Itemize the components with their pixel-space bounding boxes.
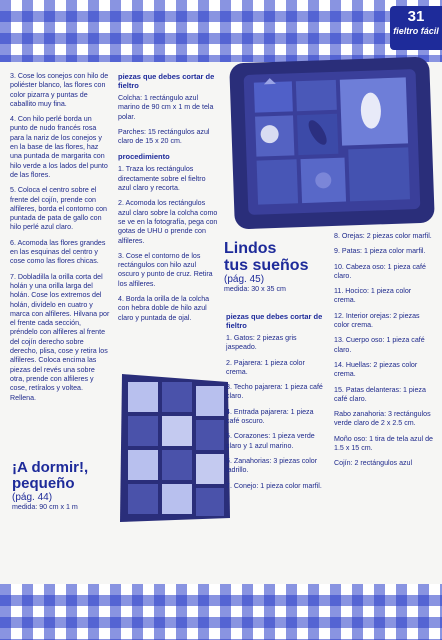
section-heading: piezas que debes cortar de fieltro [226,312,323,330]
section-heading: procedimiento [118,152,170,162]
paragraph: 4. Con hilo perlé borda un punto de nudo francés rosa para la nariz de los conejos y en la base de las flores, haz una puntada de margarita con hilo verde a los lados del punto de las flores. [10,115,108,179]
list-item: 5. Corazones: 1 pieza verde claro y 1 azul marino. [226,432,315,450]
page-badge [390,6,442,50]
list-item: 1. Gatos: 2 piezas gris jaspeado. [226,334,297,352]
list-item: 9. Patas: 1 pieza color marfil. [334,247,426,256]
measure: medida: 30 x 35 cm [224,285,286,293]
paragraph: 6. Acomoda las flores grandes en las esquinas del centro y cose como las flores chicas. [10,238,106,266]
list-item: 14. Huellas: 2 piezas color crema. [334,360,418,379]
column-1 [10,72,110,409]
list-item: 2. Pajarera: 1 pieza color crema. [226,358,305,376]
section-heading: piezas que debes cortar de fieltro [118,72,215,90]
gingham-border-bottom [0,584,442,640]
cushion-illustration [229,57,435,230]
paragraph: Colcha: 1 rectángulo azul marino de 90 cm x 1 m de tela polar. [118,94,214,121]
page-ref: (pág. 45) [224,274,265,285]
section-title: ¡A dormir!, [12,459,89,476]
measure: medida: 90 cm x 1 m [12,503,78,511]
column-3 [226,312,326,497]
paragraph: 1. Traza los rectángulos directamente sobre el fieltro azul claro y recorta. [118,165,206,193]
list-item: 11. Hocico: 1 pieza color crema. [334,287,412,305]
paragraph: 4. Borda la orilla de la colcha con hebra doble de hilo azul claro y puntada de ojal. [118,295,210,322]
paragraph: 3. Cose los conejos con hilo de poliéster blanco, las flores con color pizarra y puntas de caballito muy fina. [10,72,109,108]
list-item: Moño oso: 1 tira de tela azul de 1.5 x 15 cm. [334,434,433,453]
section-title-block-1 [12,460,122,511]
page-ref: (pág. 44) [12,492,53,503]
list-item: 7. Conejo: 1 pieza color marfil. [226,481,322,490]
list-item: Rabo zanahoria: 3 rectángulos verde claro de 2 x 2.5 cm. [334,410,431,428]
list-item: 12. Interior orejas: 2 piezas color crema. [334,311,420,330]
list-item: 15. Patas delanteras: 1 pieza café claro. [334,385,426,403]
list-item: 6. Zanahorias: 3 piezas color ladrillo. [226,456,318,475]
paragraph: 3. Cose el contorno de los rectángulos con hilo azul oscuro y punto de cruz. Retira los alfileres. [118,251,213,288]
cushion-photo [229,57,435,230]
magazine-name: fieltro fácil [393,26,439,36]
paragraph: 2. Acomoda los rectángulos azul claro sobre la colcha como se ve en la fotografía, pega con gotas de UHU o prende con alfileres. [118,199,218,245]
quilt-photo [118,368,234,526]
list-item: 8. Orejas: 2 piezas color marfil. [334,232,432,240]
paragraph: 5. Coloca el centro sobre el frente del cojín, prende con alfileres, borda el contorno con puntada de pata de gallo con hilo perlé azul claro. [10,186,108,232]
section-title: pequeño [12,475,75,492]
page-number: 31 [407,8,425,25]
column-4 [334,232,434,475]
section-title-block-2 [224,240,324,293]
list-item: 10. Cabeza oso: 1 pieza café claro. [334,262,426,280]
list-item: 3. Techo pajarera: 1 pieza café claro. [226,383,323,401]
list-item: 13. Cuerpo oso: 1 pieza café claro. [334,336,425,354]
paragraph: Parches: 15 rectángulos azul claro de 15 x 20 cm. [118,127,210,146]
list-item: 4. Entrada pajarera: 1 pieza café oscuro. [226,407,314,426]
paragraph: 7. Dobladilla la orilla corta del holán y una orilla larga del holán. Cose los extremos del holán, divídelo en cuatro y marca con alfileres. Hilvana por el frente cada sección, préndelo con alfileres al frente del cojín derecho sobre derecho, plisa, cose y retira los alfileres. Coloca encima las piezas del revés una sobre otra, prende con alfileres y cose, retíralos y voltea. Rellena. [10,272,110,402]
column-2 [118,72,218,329]
gingham-border-top [0,0,442,62]
section-title: Lindos [224,240,277,257]
section-title: tus sueños [224,257,309,274]
quilt-illustration [118,368,234,526]
list-item: Cojín: 2 rectángulos azul [334,459,413,468]
